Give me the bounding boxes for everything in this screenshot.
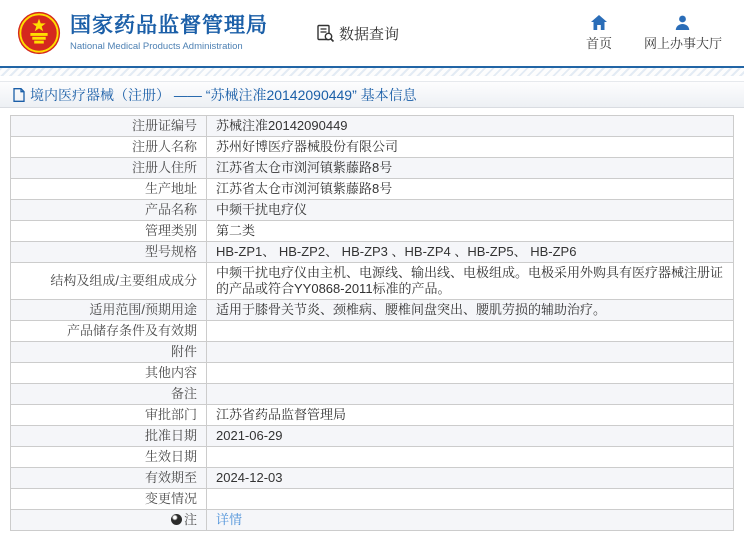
field-value: 第二类 — [207, 221, 734, 242]
table-row — [11, 510, 734, 531]
table-row — [11, 384, 734, 405]
field-label: 注 — [11, 510, 207, 531]
table-row — [11, 468, 734, 489]
top-navigation — [586, 15, 722, 52]
nav-home-label: 首页 — [585, 35, 612, 51]
home-icon — [591, 15, 607, 30]
national-emblem-icon — [16, 10, 62, 56]
registration-info-table — [10, 115, 734, 531]
field-label: 备注 — [11, 384, 207, 405]
field-label: 产品名称 — [11, 200, 207, 221]
table-row — [11, 447, 734, 468]
table-row — [11, 342, 734, 363]
table-row — [11, 221, 734, 242]
field-value: 江苏省药品监督管理局 — [207, 405, 734, 426]
field-label: 型号规格 — [11, 242, 207, 263]
header-divider-hatch — [0, 68, 744, 76]
table-row — [11, 242, 734, 263]
table-row — [11, 489, 734, 510]
field-value: 江苏省太仓市浏河镇紫藤路8号 — [207, 179, 734, 200]
field-value — [207, 447, 734, 468]
field-value — [207, 510, 734, 531]
field-label: 变更情况 — [11, 489, 207, 510]
field-label: 管理类别 — [11, 221, 207, 242]
registration-info-table-wrap — [10, 115, 734, 531]
document-search-icon — [316, 24, 335, 43]
field-label: 适用范围/预期用途 — [11, 300, 207, 321]
field-label: 生效日期 — [11, 447, 207, 468]
table-row — [11, 321, 734, 342]
table-row — [11, 263, 734, 300]
table-row — [11, 363, 734, 384]
field-value: 适用于膝骨关节炎、颈椎病、腰椎间盘突出、腰肌劳损的辅助治疗。 — [207, 300, 734, 321]
field-label: 注册人名称 — [11, 137, 207, 158]
field-label: 产品储存条件及有效期 — [11, 321, 207, 342]
table-row — [11, 137, 734, 158]
field-value: 2021-06-29 — [207, 426, 734, 447]
field-value — [207, 342, 734, 363]
table-row — [11, 300, 734, 321]
field-label: 结构及组成/主要组成成分 — [11, 263, 207, 300]
field-value: 中频干扰电疗仪由主机、电源线、输出线、电极组成。电极采用外购具有医疗器械注册证的产品或符合YY0868-2011标准的产品。 — [207, 263, 734, 300]
field-label: 附件 — [11, 342, 207, 363]
table-row — [11, 179, 734, 200]
field-label: 有效期至 — [11, 468, 207, 489]
breadcrumb — [0, 81, 744, 108]
field-value: 中频干扰电疗仪 — [207, 200, 734, 221]
table-row — [11, 200, 734, 221]
site-header — [0, 0, 744, 66]
field-label: 审批部门 — [11, 405, 207, 426]
field-value — [207, 384, 734, 405]
table-row — [11, 426, 734, 447]
table-row — [11, 158, 734, 179]
brand-block — [70, 14, 268, 51]
data-query-nav[interactable] — [316, 23, 399, 44]
field-label: 生产地址 — [11, 179, 207, 200]
field-value: 2024-12-03 — [207, 468, 734, 489]
field-value — [207, 363, 734, 384]
field-value: 苏州好博医疗器械股份有限公司 — [207, 137, 734, 158]
site-title: 国家药品监督管理局 — [70, 14, 268, 38]
field-label: 其他内容 — [11, 363, 207, 384]
field-label: 批准日期 — [11, 426, 207, 447]
field-value: 江苏省太仓市浏河镇紫藤路8号 — [207, 158, 734, 179]
page-title: 境内医疗器械（注册） —— “苏械注准20142090449” 基本信息 — [30, 86, 417, 103]
field-value: 苏械注准20142090449 — [207, 116, 734, 137]
site-subtitle: National Medical Products Administration — [70, 40, 243, 52]
detail-link[interactable]: 详情 — [216, 512, 243, 527]
field-value — [207, 321, 734, 342]
data-query-label: 数据查询 — [339, 25, 400, 43]
user-icon — [675, 15, 690, 30]
nav-service-hall-label: 网上办事大厅 — [643, 35, 722, 51]
document-icon — [13, 88, 25, 102]
field-value — [207, 489, 734, 510]
nav-item-service-hall[interactable] — [644, 15, 722, 52]
table-row — [11, 405, 734, 426]
field-value: HB-ZP1、 HB-ZP2、 HB-ZP3 、HB-ZP4 、HB-ZP5、 HB-ZP6 — [207, 242, 734, 263]
field-label: 注册证编号 — [11, 116, 207, 137]
field-label: 注册人住所 — [11, 158, 207, 179]
table-row — [11, 116, 734, 137]
note-icon — [171, 514, 182, 525]
nav-item-home[interactable] — [586, 15, 612, 52]
